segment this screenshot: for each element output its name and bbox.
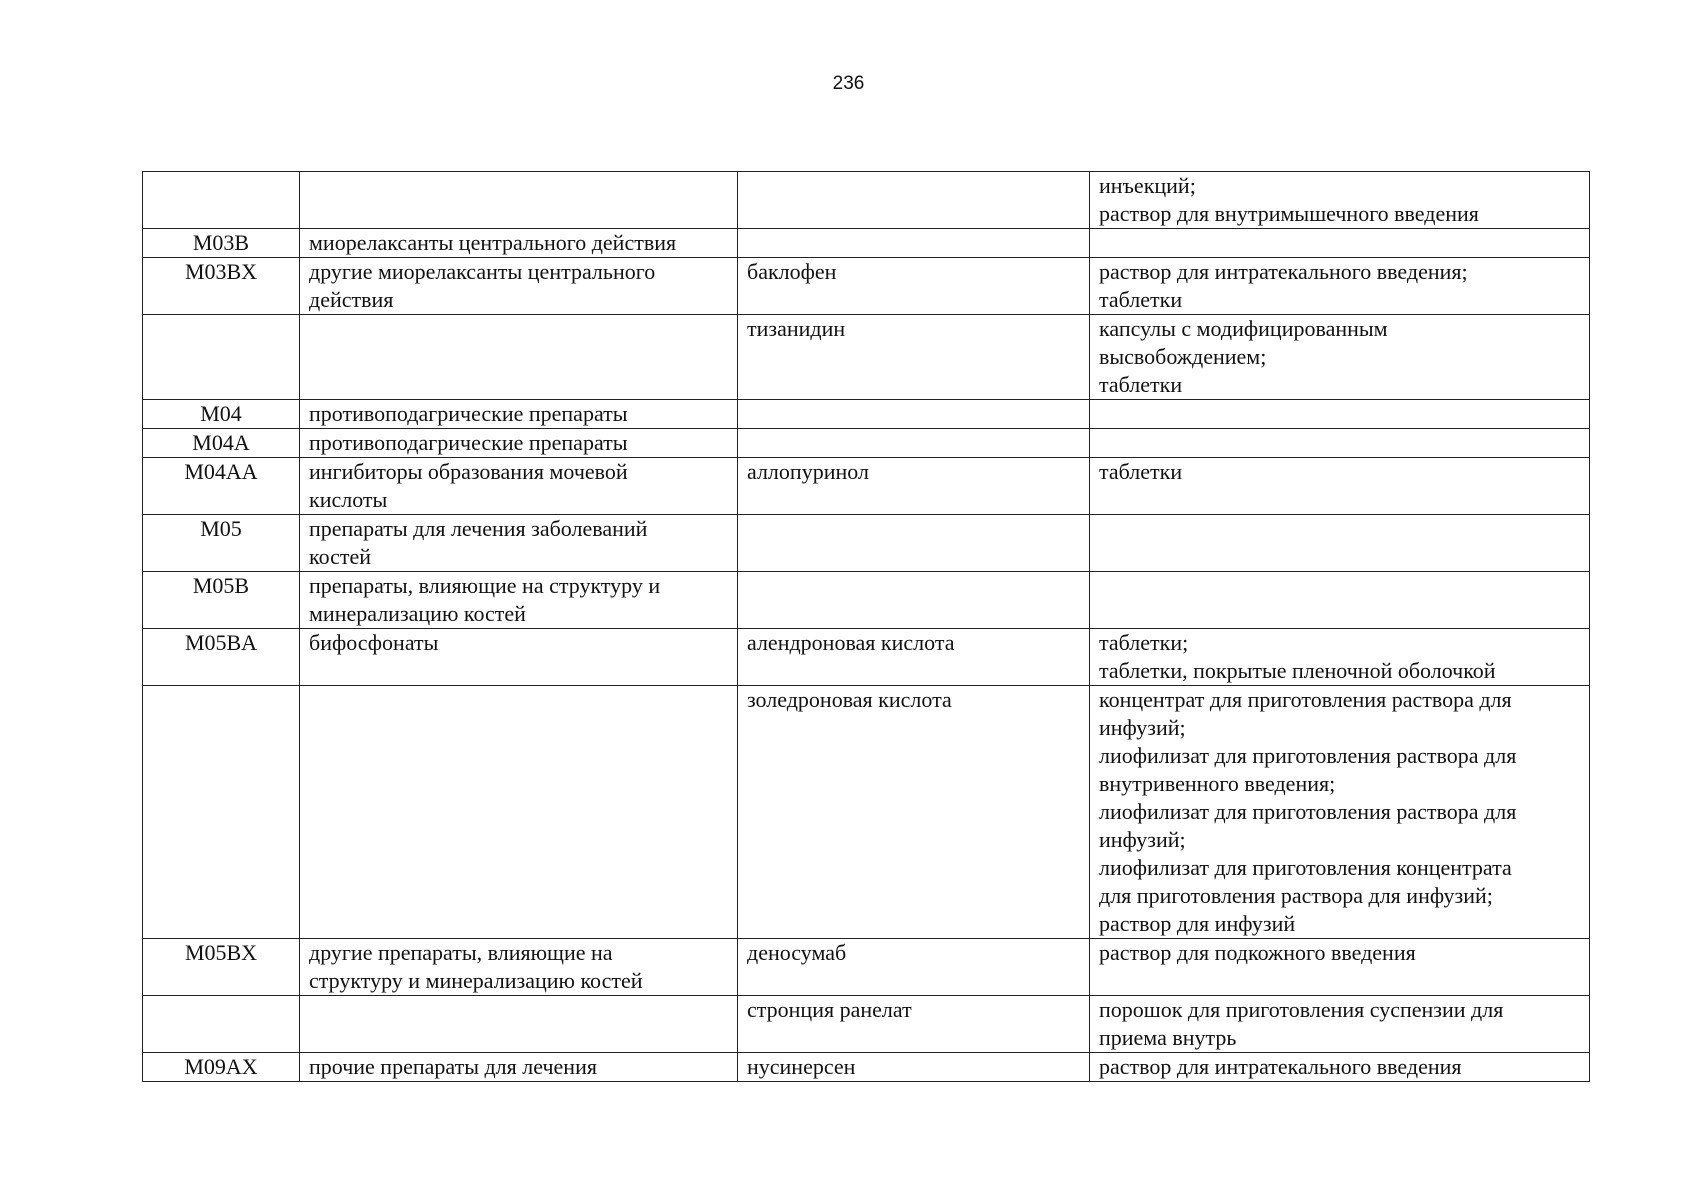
group-line: миорелаксанты центрального действия: [309, 230, 677, 255]
atc-code-cell: M04A: [143, 429, 300, 458]
substance-cell: [738, 1053, 1090, 1082]
dosage-forms-cell: [1090, 258, 1590, 315]
group-cell: [300, 258, 738, 315]
dosage-forms-line: капсулы с модифицированным: [1099, 316, 1388, 341]
page-number: 236: [832, 73, 865, 94]
dosage-forms-cell: [1090, 458, 1590, 515]
group-line: противоподагрические препараты: [309, 401, 628, 426]
substance-cell: [738, 458, 1090, 515]
dosage-forms-line: раствор для внутримышечного введения: [1099, 201, 1479, 226]
dosage-forms-cell: [1090, 572, 1590, 629]
dosage-forms-line: приема внутрь: [1099, 1025, 1237, 1050]
dosage-forms-line: лиофилизат для приготовления концентрата: [1099, 855, 1512, 880]
group-cell: [300, 572, 738, 629]
group-cell: [300, 1053, 738, 1082]
substance-cell: [738, 996, 1090, 1053]
dosage-forms-cell: [1090, 515, 1590, 572]
atc-code-cell: [143, 996, 300, 1053]
group-line: другие миорелаксанты центрального: [309, 259, 656, 284]
substance-cell: [738, 939, 1090, 996]
dosage-forms-line: высвобождением;: [1099, 344, 1267, 369]
dosage-forms-cell: [1090, 315, 1590, 400]
substance-cell: [738, 229, 1090, 258]
group-line: препараты для лечения заболеваний: [309, 516, 648, 541]
substance-cell: [738, 429, 1090, 458]
dosage-forms-line: таблетки;: [1099, 630, 1189, 655]
substance-line: стронция ранелат: [747, 997, 912, 1022]
group-line: другие препараты, влияющие на: [309, 940, 613, 965]
group-line: структуру и минерализацию костей: [309, 968, 643, 993]
group-line: минерализацию костей: [309, 601, 526, 626]
group-cell: [300, 686, 738, 939]
group-cell: [300, 429, 738, 458]
dosage-forms-line: лиофилизат для приготовления раствора для: [1099, 799, 1517, 824]
dosage-forms-cell: [1090, 400, 1590, 429]
dosage-forms-line: концентрат для приготовления раствора для: [1099, 687, 1512, 712]
group-cell: [300, 400, 738, 429]
dosage-forms-line: таблетки: [1099, 459, 1183, 484]
atc-code-cell: M03B: [143, 229, 300, 258]
atc-code-cell: M05: [143, 515, 300, 572]
substance-line: алендроновая кислота: [747, 630, 955, 655]
group-line: противоподагрические препараты: [309, 430, 628, 455]
table-row: [143, 572, 1590, 629]
atc-code-cell: [143, 686, 300, 939]
table-row: [143, 172, 1590, 229]
group-line: костей: [309, 544, 372, 569]
dosage-forms-line: для приготовления раствора для инфузий;: [1099, 883, 1493, 908]
dosage-forms-cell: [1090, 429, 1590, 458]
table-row: [143, 515, 1590, 572]
atc-code-cell: M03BX: [143, 258, 300, 315]
substance-cell: [738, 686, 1090, 939]
substance-cell: [738, 400, 1090, 429]
table-body: [143, 172, 1590, 1082]
group-line: бифосфонаты: [309, 630, 439, 655]
dosage-forms-line: раствор для интратекального введения;: [1099, 259, 1468, 284]
dosage-forms-line: инфузий;: [1099, 715, 1186, 740]
substance-cell: [738, 258, 1090, 315]
substance-line: тизанидин: [747, 316, 846, 341]
dosage-forms-cell: [1090, 939, 1590, 996]
dosage-forms-line: таблетки: [1099, 372, 1183, 397]
atc-code-cell: [143, 172, 300, 229]
substance-line: нусинерсен: [747, 1054, 856, 1079]
substance-cell: [738, 172, 1090, 229]
dosage-forms-line: порошок для приготовления суспензии для: [1099, 997, 1504, 1022]
table-row: [143, 1053, 1590, 1082]
group-cell: [300, 172, 738, 229]
group-cell: [300, 996, 738, 1053]
table-row: [143, 400, 1590, 429]
atc-code-cell: M04AA: [143, 458, 300, 515]
group-cell: [300, 939, 738, 996]
substance-line: деносумаб: [747, 940, 847, 965]
table-row: [143, 315, 1590, 400]
substance-cell: [738, 315, 1090, 400]
substance-cell: [738, 629, 1090, 686]
group-line: препараты, влияющие на структуру и: [309, 573, 661, 598]
dosage-forms-line: раствор для инфузий: [1099, 911, 1296, 936]
table-row: [143, 996, 1590, 1053]
group-cell: [300, 229, 738, 258]
substance-line: баклофен: [747, 259, 837, 284]
dosage-forms-line: инъекций;: [1099, 173, 1196, 198]
dosage-forms-cell: [1090, 229, 1590, 258]
table-row: [143, 939, 1590, 996]
group-cell: [300, 629, 738, 686]
table-row: [143, 458, 1590, 515]
drug-table: [142, 171, 1590, 1082]
group-line: ингибиторы образования мочевой: [309, 459, 628, 484]
atc-code-cell: M05BX: [143, 939, 300, 996]
table-row: [143, 686, 1590, 939]
dosage-forms-line: лиофилизат для приготовления раствора для: [1099, 743, 1517, 768]
dosage-forms-cell: [1090, 629, 1590, 686]
atc-code-cell: M09AX: [143, 1053, 300, 1082]
group-cell: [300, 458, 738, 515]
table-row: [143, 258, 1590, 315]
group-line: прочие препараты для лечения: [309, 1054, 597, 1079]
group-line: кислоты: [309, 487, 388, 512]
table-row: [143, 229, 1590, 258]
dosage-forms-line: таблетки, покрытые пленочной оболочкой: [1099, 658, 1496, 683]
substance-line: золедроновая кислота: [747, 687, 952, 712]
dosage-forms-line: внутривенного введения;: [1099, 771, 1336, 796]
group-cell: [300, 515, 738, 572]
atc-code-cell: M05B: [143, 572, 300, 629]
dosage-forms-line: раствор для подкожного введения: [1099, 940, 1416, 965]
atc-code-cell: M04: [143, 400, 300, 429]
dosage-forms-line: раствор для интратекального введения: [1099, 1054, 1462, 1079]
dosage-forms-cell: [1090, 686, 1590, 939]
group-line: действия: [309, 287, 394, 312]
substance-cell: [738, 515, 1090, 572]
table-row: [143, 429, 1590, 458]
substance-cell: [738, 572, 1090, 629]
dosage-forms-line: инфузий;: [1099, 827, 1186, 852]
substance-line: аллопуринол: [747, 459, 869, 484]
dosage-forms-cell: [1090, 172, 1590, 229]
dosage-forms-cell: [1090, 996, 1590, 1053]
group-cell: [300, 315, 738, 400]
dosage-forms-cell: [1090, 1053, 1590, 1082]
atc-code-cell: [143, 315, 300, 400]
atc-code-cell: M05BA: [143, 629, 300, 686]
dosage-forms-line: таблетки: [1099, 287, 1183, 312]
table-row: [143, 629, 1590, 686]
